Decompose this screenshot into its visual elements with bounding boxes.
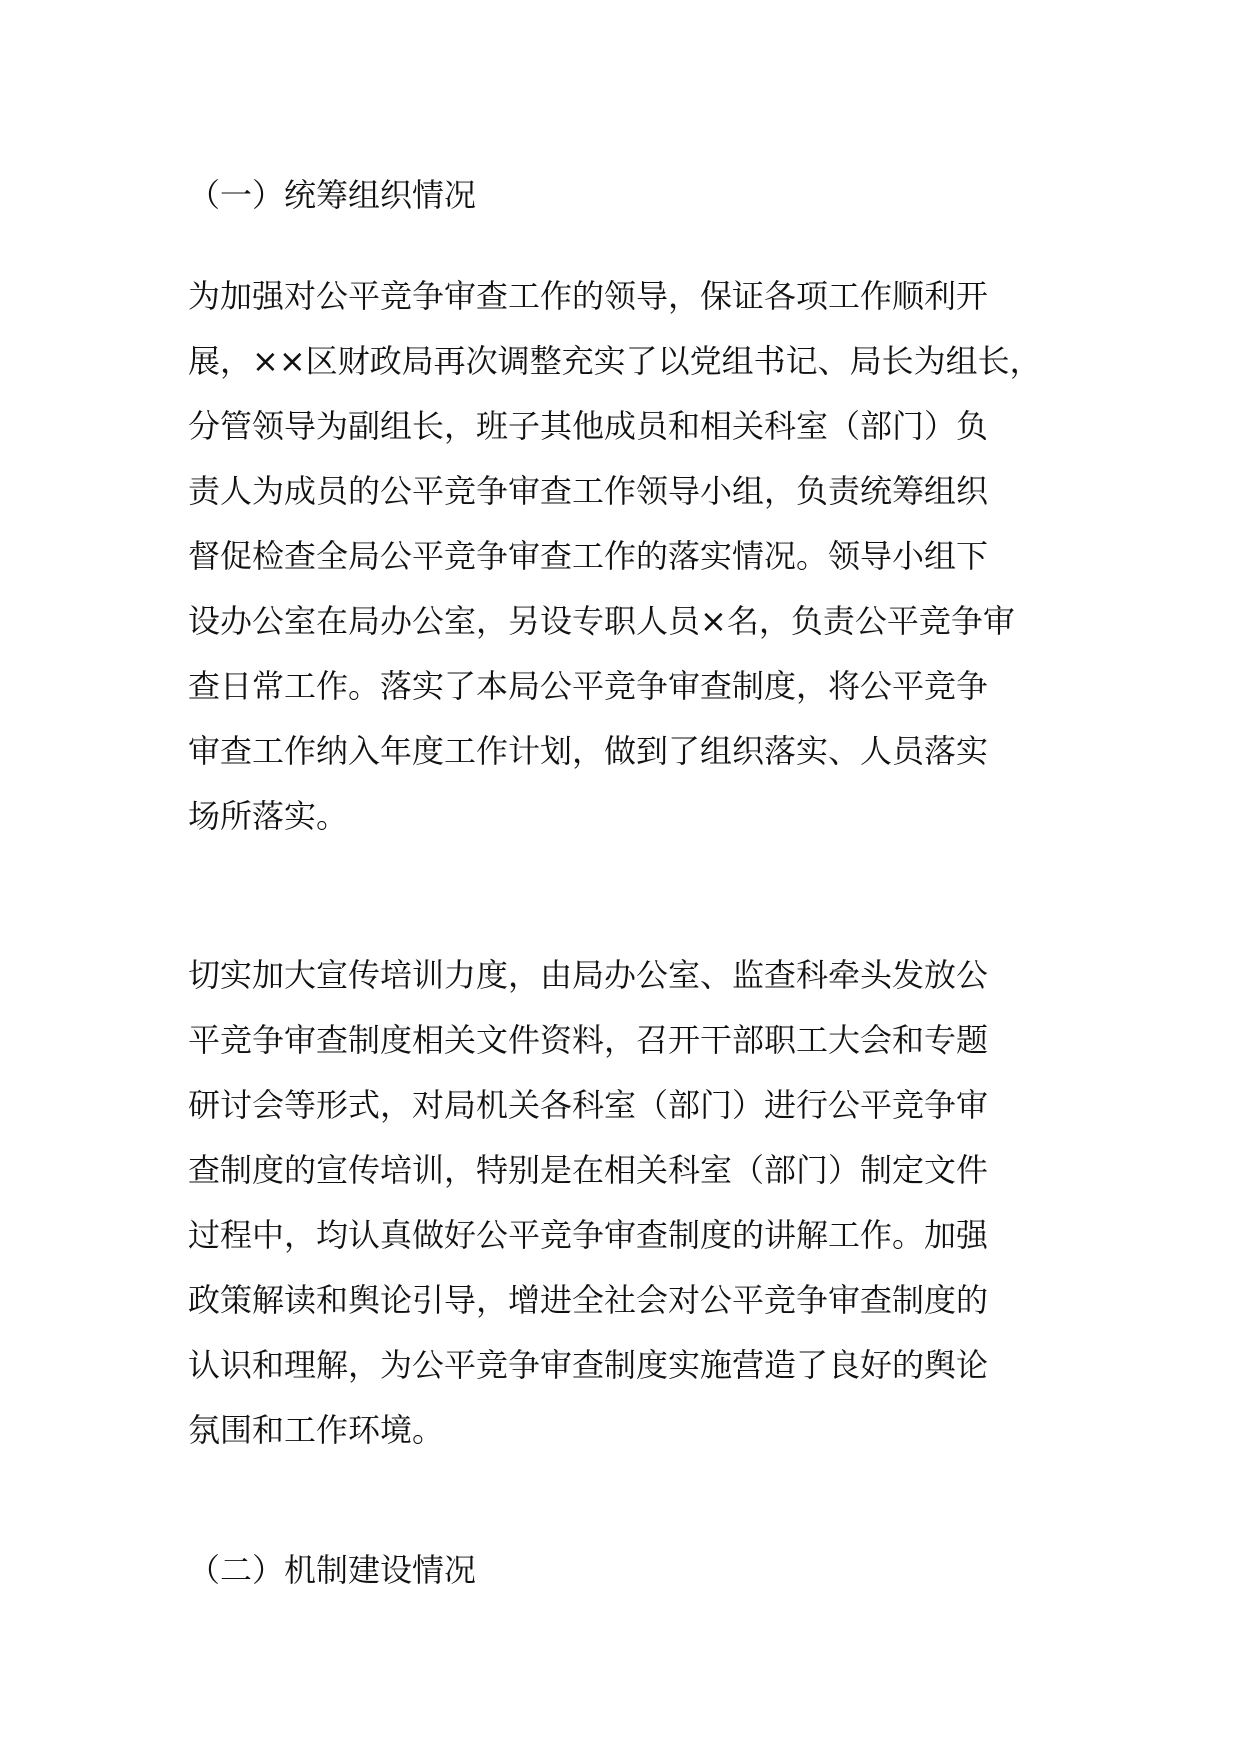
- paragraph-line: 为加强对公平竞争审查工作的领导，保证各项工作顺利开: [188, 277, 989, 315]
- paragraph-line: 认识和理解，为公平竞争审查制度实施营造了良好的舆论: [188, 1346, 989, 1384]
- paragraph-2: [188, 943, 1088, 1463]
- paragraph-line: 政策解读和舆论引导，增进全社会对公平竞争审查制度的: [188, 1281, 989, 1319]
- paragraph-line: 查日常工作。落实了本局公平竞争审查制度，将公平竞争: [188, 667, 989, 705]
- paragraph-line: 督促检查全局公平竞争审查工作的落实情况。领导小组下: [188, 537, 989, 575]
- section-heading-2: （二）机制建设情况: [188, 1551, 477, 1589]
- paragraph-line: 切实加大宣传培训力度，由局办公室、监查科牵头发放公: [188, 956, 989, 994]
- paragraph-line: 分管领导为副组长，班子其他成员和相关科室（部门）负: [188, 407, 989, 445]
- paragraph-line: 查制度的宣传培训，特别是在相关科室（部门）制定文件: [188, 1151, 989, 1189]
- paragraph-line: 责人为成员的公平竞争审查工作领导小组，负责统筹组织: [188, 472, 989, 510]
- section-heading-1: （一）统筹组织情况: [188, 176, 477, 214]
- paragraph-line: 氛围和工作环境。: [188, 1411, 445, 1449]
- paragraph-line: 场所落实。: [188, 797, 349, 835]
- paragraph-line: 研讨会等形式，对局机关各科室（部门）进行公平竞争审: [188, 1086, 989, 1124]
- paragraph-1: [188, 264, 1088, 849]
- paragraph-line: 审查工作纳入年度工作计划，做到了组织落实、人员落实: [188, 732, 989, 770]
- paragraph-line: 设办公室在局办公室，另设专职人员×名，负责公平竞争审: [188, 602, 1015, 640]
- paragraph-line: 平竞争审查制度相关文件资料，召开干部职工大会和专题: [188, 1021, 989, 1059]
- paragraph-line: 展，××区财政局再次调整充实了以党组书记、局长为组长，: [188, 342, 1042, 380]
- paragraph-line: 过程中，均认真做好公平竞争审查制度的讲解工作。加强: [188, 1216, 989, 1254]
